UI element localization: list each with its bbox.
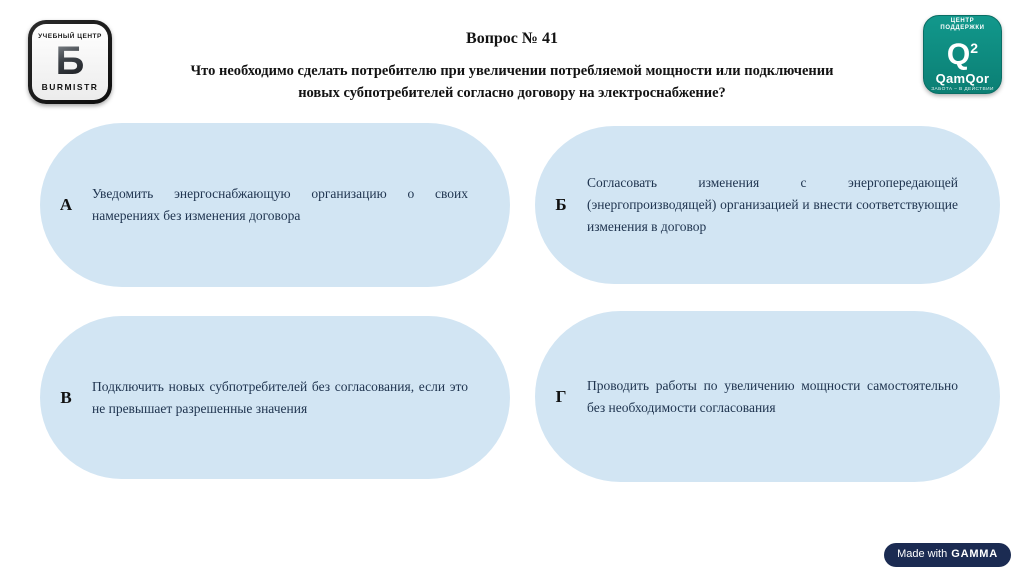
made-with-gamma-badge[interactable] [884,543,1011,567]
qamqor-logo [923,15,1002,94]
answer-text-b: Согласовать изменения с энергопередающей (энергопроизводящей) организацией и внести соответствующие изменения в договор [587,175,958,234]
qamqor-line2: ПОДДЕРЖКИ [940,24,985,31]
qamqor-q-superscript: 2 [970,39,979,56]
answer-option-v[interactable] [40,316,510,479]
answer-label-b: Б [555,195,567,214]
gamma-brand-label: GAMMA [951,548,998,560]
made-with-label: Made with [897,548,948,560]
qamqor-tagline: ЗАБОТА – В ДЕЙСТВИИ [931,86,994,92]
burmistr-name: BURMISTR [41,81,99,92]
qamqor-q-letter: Q [946,37,971,71]
answer-option-g[interactable] [535,311,1000,482]
answer-label-a: А [59,195,73,214]
qamqor-brand: QamQor [935,70,990,86]
answer-option-b[interactable] [535,126,1000,284]
question-number-title: Вопрос № 41 [466,30,558,47]
burmistr-letter-icon: Б [55,38,85,83]
answer-text-a: Уведомить энергоснабжающую организацию о своих намерениях без изменения договора [92,186,468,223]
answer-label-v: В [60,387,72,407]
qamqor-line1: ЦЕНТР [950,17,975,24]
answer-label-g: Г [555,386,567,406]
burmistr-top-text: УЧЕБНЫЙ ЦЕНТР [38,32,102,40]
question-text: Что необходимо сделать потребителю при увеличении потребляемой мощности или подключении новых субпотребителей согласно договору на электроснабжение? [190,63,834,101]
answer-text-g: Проводить работы по увеличению мощности самостоятельно без необходимости согласования [587,377,958,415]
answer-option-a[interactable] [40,123,510,287]
answer-text-v: Подключить новых субпотребителей без согласования, если это не превышает разрешенные значения [92,378,468,416]
